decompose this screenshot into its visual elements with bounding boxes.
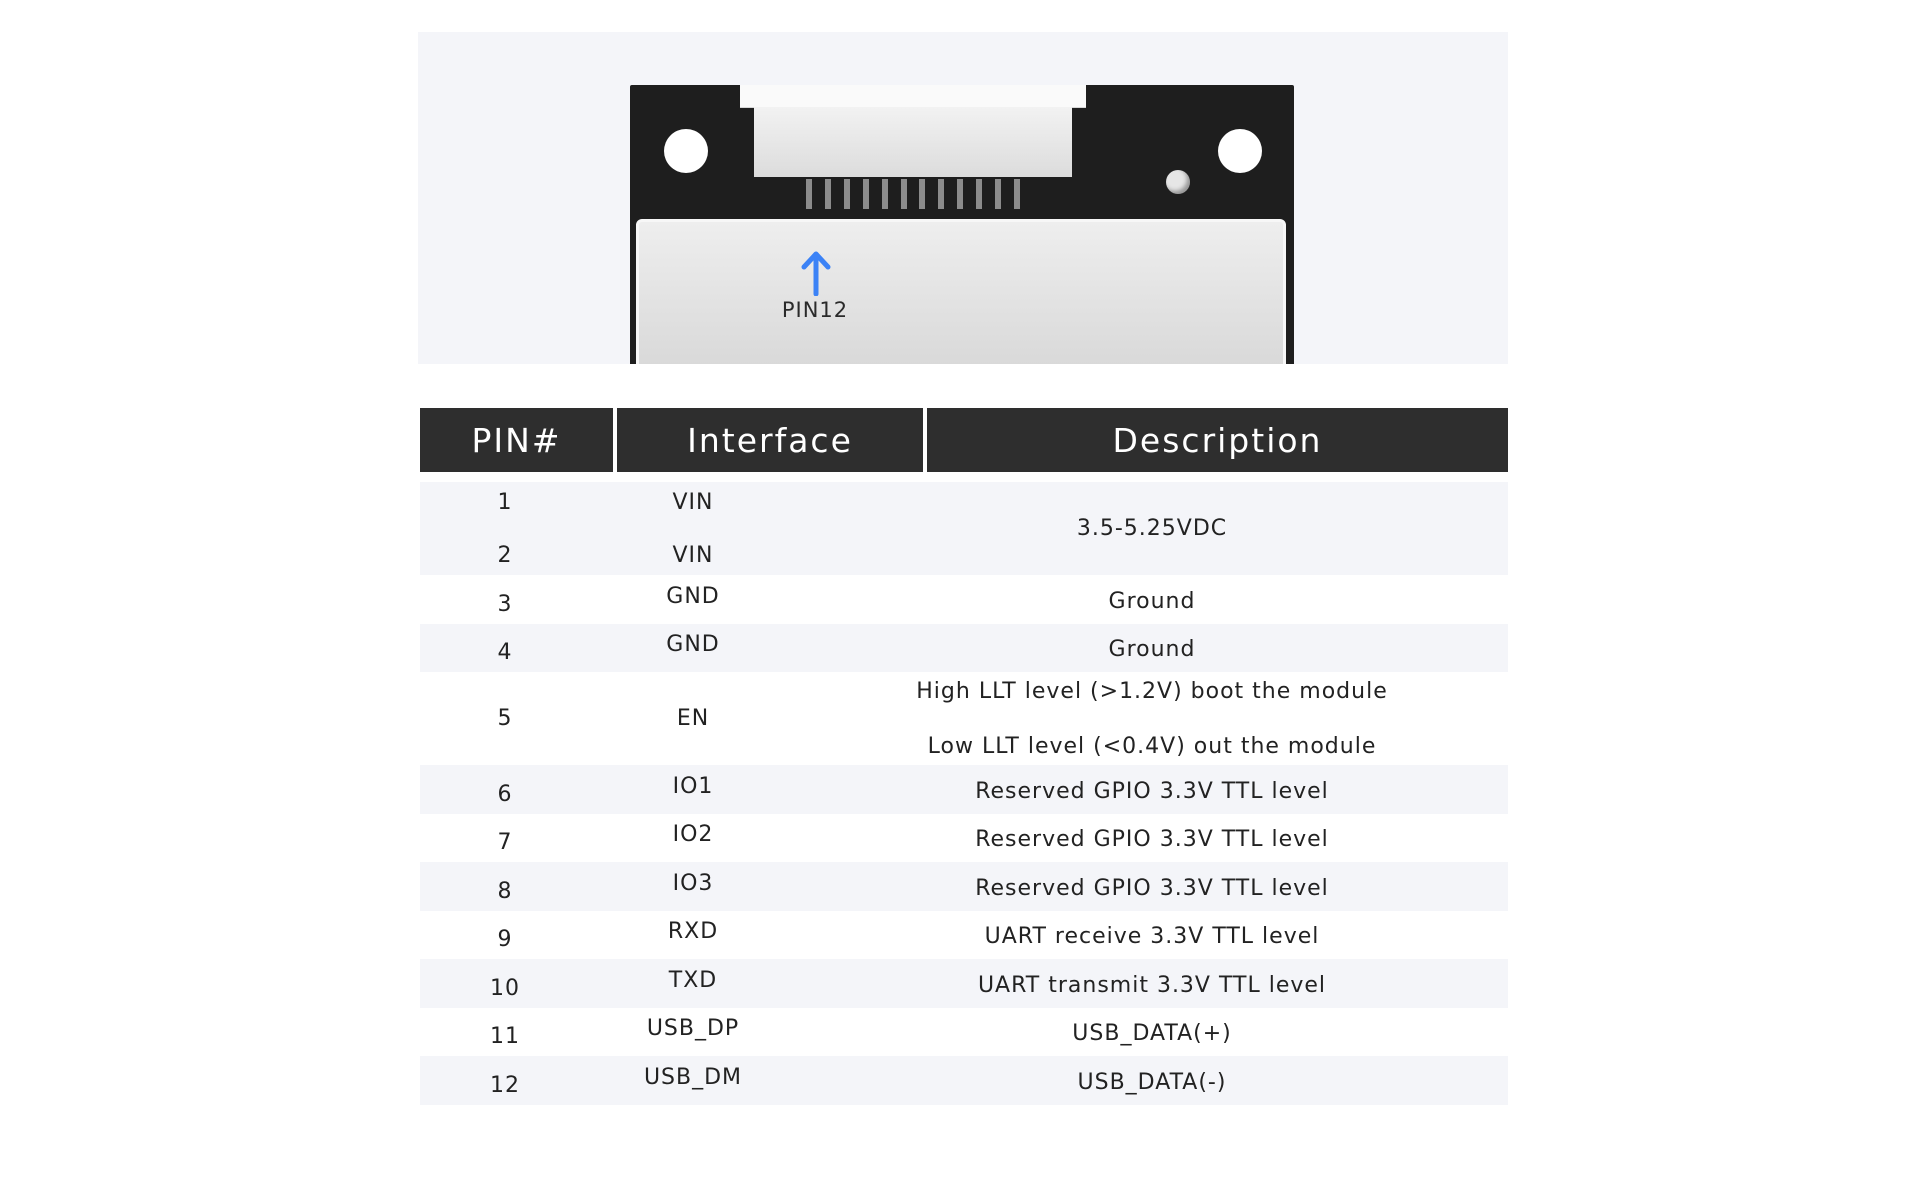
description-text: Ground bbox=[1108, 588, 1196, 614]
description-text: USB_DATA(+) bbox=[1072, 1021, 1232, 1047]
status-led bbox=[1166, 170, 1190, 194]
pin-cell bbox=[420, 911, 590, 960]
pin-contact bbox=[938, 179, 944, 209]
table-header bbox=[420, 408, 1508, 472]
lcd-screen bbox=[636, 219, 1286, 364]
description-text: Reserved GPIO 3.3V TTL level bbox=[975, 827, 1329, 853]
description-cell bbox=[796, 1008, 1508, 1057]
table-row bbox=[420, 575, 1508, 624]
table-row bbox=[420, 1008, 1508, 1057]
pin-cell bbox=[420, 765, 590, 814]
interface-cell bbox=[600, 814, 786, 863]
interface-cell bbox=[600, 1008, 786, 1057]
description-stack bbox=[916, 679, 1387, 759]
description-text: UART receive 3.3V TTL level bbox=[984, 924, 1320, 950]
module-board bbox=[630, 85, 1294, 364]
description-cell bbox=[796, 911, 1508, 960]
interface-name: USB_DP bbox=[646, 1016, 740, 1042]
description-cell bbox=[796, 862, 1508, 911]
description-text: Ground bbox=[1108, 637, 1196, 663]
pin12-label: PIN12 bbox=[781, 298, 849, 322]
description-text: Reserved GPIO 3.3V TTL level bbox=[975, 778, 1329, 804]
pin-number: 5 bbox=[497, 706, 513, 731]
header-interface: Interface bbox=[617, 408, 923, 472]
table-row-en bbox=[420, 672, 1508, 765]
pin-cell bbox=[420, 814, 590, 863]
interface-cell bbox=[600, 482, 786, 575]
description-text: Reserved GPIO 3.3V TTL level bbox=[975, 875, 1329, 901]
interface-name: VIN bbox=[672, 489, 714, 515]
pin-number: 12 bbox=[490, 1072, 520, 1098]
description-text: High LLT level (>1.2V) boot the module bbox=[916, 678, 1388, 704]
ffc-connector bbox=[740, 85, 1086, 177]
interface-cell bbox=[600, 1056, 786, 1105]
pin-contact bbox=[957, 179, 963, 209]
table-row bbox=[420, 959, 1508, 1008]
pin-number: 1 bbox=[497, 489, 513, 515]
pin-cell bbox=[420, 1056, 590, 1105]
mounting-hole-right bbox=[1218, 129, 1262, 173]
description-cell bbox=[796, 1056, 1508, 1105]
connector-pins bbox=[806, 179, 1020, 209]
pin-cell bbox=[420, 862, 590, 911]
interface-name: GND bbox=[666, 583, 720, 609]
pin-number: 4 bbox=[497, 640, 513, 666]
description-text: UART transmit 3.3V TTL level bbox=[977, 972, 1327, 998]
interface-cell bbox=[600, 672, 786, 765]
module-photo-panel bbox=[418, 32, 1508, 364]
interface-stack bbox=[673, 490, 714, 568]
table-row-power bbox=[420, 482, 1508, 575]
description-text: 3.5-5.25VDC bbox=[1076, 516, 1228, 541]
pin-contact bbox=[806, 179, 812, 209]
pin-cell bbox=[420, 959, 590, 1008]
pin-number: 7 bbox=[497, 830, 513, 856]
connector-lip bbox=[740, 85, 1086, 108]
mounting-hole-left bbox=[664, 129, 708, 173]
interface-name: EN bbox=[676, 706, 710, 731]
pin-number: 11 bbox=[490, 1024, 520, 1050]
pin-contact bbox=[919, 179, 925, 209]
pin-cell bbox=[420, 1008, 590, 1057]
arrow-up-icon bbox=[798, 250, 834, 296]
description-cell bbox=[796, 959, 1508, 1008]
description-cell bbox=[796, 814, 1508, 863]
description-cell bbox=[796, 575, 1508, 624]
connector-body bbox=[754, 107, 1072, 177]
interface-name: IO3 bbox=[672, 870, 714, 896]
pin-contact bbox=[863, 179, 869, 209]
pin-number: 8 bbox=[497, 878, 513, 904]
pin-number: 6 bbox=[497, 781, 513, 807]
table-row bbox=[420, 911, 1508, 960]
header-pin: PIN# bbox=[420, 408, 613, 472]
pin-number: 9 bbox=[497, 927, 513, 953]
interface-name: USB_DM bbox=[643, 1064, 743, 1090]
interface-cell bbox=[600, 765, 786, 814]
table-row bbox=[420, 1056, 1508, 1105]
pin-contact bbox=[976, 179, 982, 209]
table-row bbox=[420, 624, 1508, 673]
interface-cell bbox=[600, 575, 786, 624]
pin-number: 2 bbox=[497, 542, 513, 568]
pin-number: 10 bbox=[490, 975, 520, 1001]
interface-cell bbox=[600, 624, 786, 673]
description-text: USB_DATA(-) bbox=[1077, 1069, 1227, 1095]
table-row bbox=[420, 814, 1508, 863]
interface-name: GND bbox=[666, 632, 720, 658]
pin-cell bbox=[420, 482, 590, 575]
interface-name: IO1 bbox=[672, 773, 714, 799]
pin-cell bbox=[420, 672, 590, 765]
pin-contact bbox=[1014, 179, 1020, 209]
interface-name: RXD bbox=[667, 919, 719, 945]
pin-contact bbox=[882, 179, 888, 209]
pin-contact bbox=[825, 179, 831, 209]
interface-cell bbox=[600, 862, 786, 911]
header-description: Description bbox=[927, 408, 1508, 472]
interface-name: VIN bbox=[672, 542, 714, 568]
table-row bbox=[420, 765, 1508, 814]
description-cell bbox=[796, 482, 1508, 575]
pin-cell bbox=[420, 575, 590, 624]
interface-name: TXD bbox=[668, 967, 718, 993]
pin-definition-table bbox=[420, 408, 1508, 1105]
pin-contact bbox=[901, 179, 907, 209]
interface-name: IO2 bbox=[672, 822, 714, 848]
pin-number: 3 bbox=[497, 591, 513, 617]
description-cell bbox=[796, 765, 1508, 814]
description-cell bbox=[796, 672, 1508, 765]
pin-cell bbox=[420, 624, 590, 673]
pin-contact bbox=[844, 179, 850, 209]
description-text: Low LLT level (<0.4V) out the module bbox=[927, 733, 1377, 759]
table-row bbox=[420, 862, 1508, 911]
pin-contact bbox=[995, 179, 1001, 209]
pin-stack bbox=[498, 490, 513, 568]
interface-cell bbox=[600, 911, 786, 960]
description-cell bbox=[796, 624, 1508, 673]
interface-cell bbox=[600, 959, 786, 1008]
